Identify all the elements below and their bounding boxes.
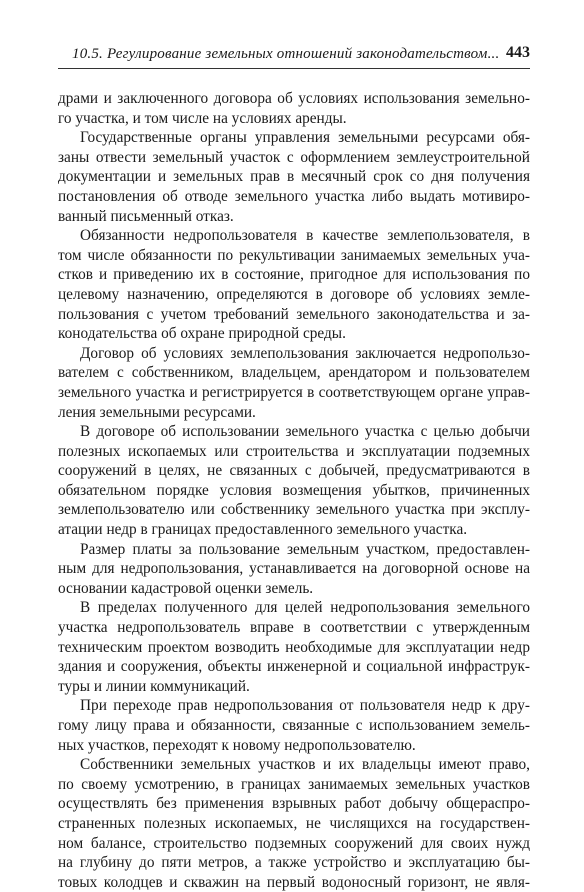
running-header-title: 10.5. Регулирование земельных отношений законодательством...	[72, 46, 500, 62]
text-line: Обязанности недропользователя в качестве землепользователя, в	[80, 227, 530, 245]
text-line: Договор об условиях землепользования заключается недропользо-	[80, 344, 530, 362]
paragraph	[58, 540, 530, 599]
paragraph	[58, 89, 530, 128]
text-line: землепользователю или собственнику земельного участка при эксплу-	[58, 501, 530, 519]
paragraph	[58, 422, 530, 540]
text-line: сооружений в целях, не связанных с добычей, предусматриваются в	[58, 462, 530, 480]
text-line: страненных полезных ископаемых, не числящихся на государствен-	[58, 814, 530, 832]
paragraph	[58, 226, 530, 344]
text-line: здания и сооружения, объекты инженерной и социальной инфраструк-	[58, 658, 530, 676]
text-line: полезных ископаемых или строительства и эксплуатации подземных	[58, 442, 530, 460]
text-line: обязательном порядке условия возмещения убытков, причиненных	[58, 481, 530, 499]
text-line: основании кадастровой оценки земель.	[58, 579, 314, 597]
paragraph	[58, 128, 530, 226]
text-line: ных участков, переходят к новому недропользователю.	[58, 736, 416, 754]
text-line: туры и линии коммуникаций.	[58, 677, 250, 695]
page-number: 443	[506, 44, 530, 61]
paragraph	[58, 696, 530, 755]
text-line: осуществлять без применения взрывных работ добычу общераспро-	[58, 795, 530, 813]
text-line: по своему усмотрению, в границах занимаемых земельных участков	[58, 775, 530, 793]
page-body-text	[58, 89, 530, 892]
text-line: ном балансе, строительство подземных сооружений для своих нужд	[58, 834, 530, 852]
text-line: на глубину до пяти метров, а также устройство и эксплуатацию бы-	[58, 854, 530, 872]
text-line: конодательства об охране природной среды.	[58, 325, 346, 343]
text-line: товых колодцев и скважин на первый водоносный горизонт, не явля-	[58, 873, 530, 891]
paragraph	[58, 755, 530, 892]
text-line: пользования с учетом требований земельного законодательства и за-	[58, 305, 530, 323]
paragraph	[58, 344, 530, 422]
running-header	[58, 44, 530, 69]
text-line: атации недр в границах предоставленного земельного участка.	[58, 521, 468, 539]
text-line: драми и заключенного договора об условиях использования земельно-	[58, 90, 530, 107]
text-line: го участка, и том числе на условиях аренды.	[58, 109, 347, 127]
text-line: вателем с собственником, владельцем, арендатором и пользователем	[58, 364, 530, 382]
text-line: целевому назначению, определяются в договоре об условиях земле-	[58, 285, 530, 303]
text-line: том числе обязанности по рекультивации занимаемых земельных уча-	[58, 246, 530, 264]
text-line: стков и приведению их в состояние, пригодное для использования по	[58, 266, 530, 284]
paragraph	[58, 598, 530, 696]
text-line: В пределах полученного для целей недропользования земельного	[80, 599, 530, 617]
text-line: земельного участка и регистрируется в соответствующем органе управ-	[58, 383, 530, 401]
text-line: ления земельными ресурсами.	[58, 403, 256, 421]
text-line: Размер платы за пользование земельным участком, предоставлен-	[80, 540, 530, 558]
text-line: гому лицу права и обязанности, связанные с использованием земель-	[58, 717, 530, 734]
text-line: техническим проектом возводить необходимые для эксплуатации недр	[58, 638, 530, 656]
text-line: документации и земельных прав в месячный срок со дня получения	[58, 168, 530, 186]
text-line: Собственники земельных участков и их владельцы имеют право,	[80, 756, 530, 774]
text-line: При переходе прав недропользования от пользователя недр к дру-	[80, 697, 530, 715]
text-line: участка недропользователь вправе в соответствии с утвержденным	[58, 619, 530, 637]
text-line: заны отвести земельный участок с оформлением землеустроительной	[58, 148, 530, 166]
text-line: ным для недропользования, устанавливается на договорной основе на	[58, 560, 530, 578]
text-line: Государственные органы управления земельными ресурсами обя-	[80, 129, 530, 147]
text-line: постановления об отводе земельного участка либо выдать мотивиро-	[58, 187, 530, 205]
text-line: ванный письменный отказ.	[58, 207, 234, 225]
text-line: В договоре об использовании земельного участка с целью добычи	[80, 423, 530, 441]
